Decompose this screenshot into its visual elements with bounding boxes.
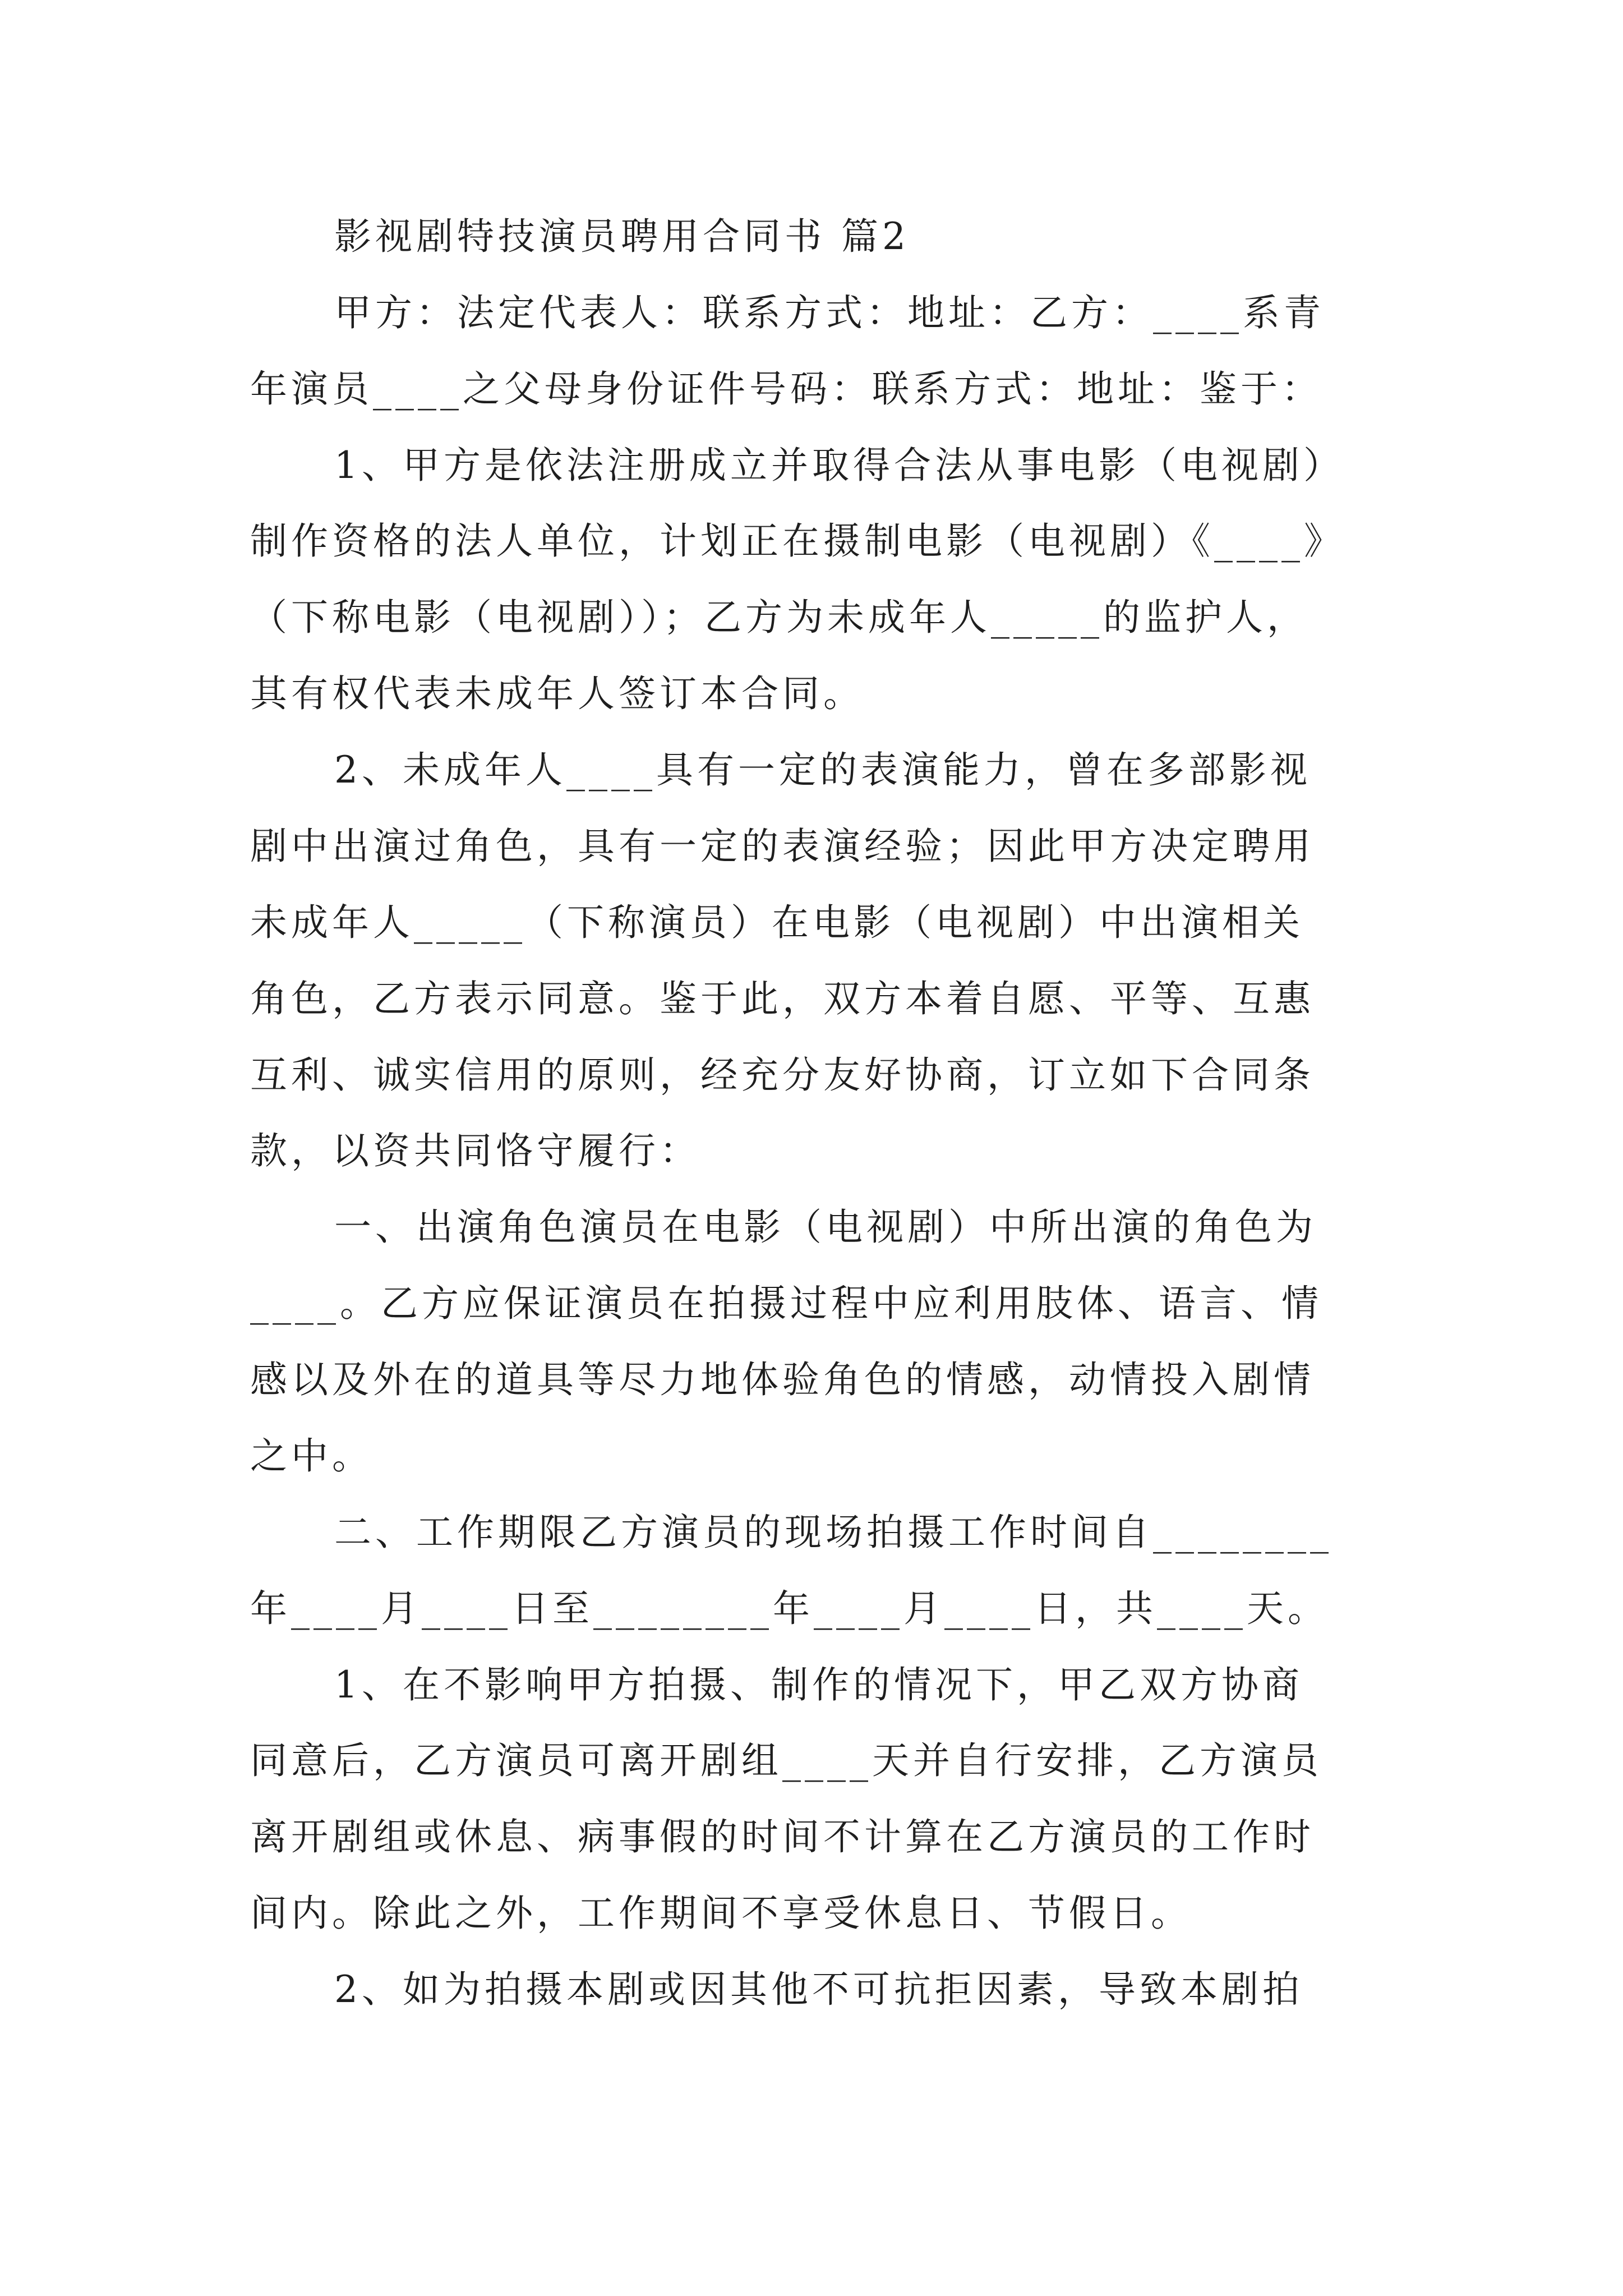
text-line: 一、出演角色演员在电影（电视剧）中所出演的角色为 (334, 1205, 1317, 1249)
document-title: 影视剧特技演员聘用合同书 篇2 (334, 215, 910, 258)
text-line: 同意后，乙方演员可离开剧组____天并自行安排，乙方演员 (250, 1739, 1322, 1782)
text-line: 二、工作期限乙方演员的现场拍摄工作时间自________ (334, 1511, 1332, 1554)
text-line: 离开剧组或休息、病事假的时间不计算在乙方演员的工作时 (250, 1815, 1315, 1858)
text-line: 剧中出演过角色，具有一定的表演经验；因此甲方决定聘用 (250, 825, 1315, 868)
text-line: 其有权代表未成年人签订本合同。 (250, 672, 864, 715)
text-line: 未成年人_____（下称演员）在电影（电视剧）中出演相关 (250, 901, 1304, 944)
text-line: 角色，乙方表示同意。鉴于此，双方本着自愿、平等、互惠 (250, 977, 1315, 1020)
text-line: 款，以资共同恪守履行： (250, 1129, 700, 1172)
text-line: 年演员____之父母身份证件号码：联系方式：地址：鉴于： (250, 367, 1322, 411)
text-line: 感以及外在的道具等尽力地体验角色的情感，动情投入剧情 (250, 1358, 1315, 1401)
text-line: （下称电影（电视剧））；乙方为未成年人_____的监护人， (250, 596, 1308, 639)
text-line: 制作资格的法人单位，计划正在摄制电影（电视剧）《____》 (250, 519, 1345, 563)
text-line: 1、甲方是依法注册成立并取得合法从事电影（电视剧） (334, 444, 1344, 487)
text-line: 甲方：法定代表人：联系方式：地址：乙方：____系青 (334, 291, 1325, 334)
text-line: 2、如为拍摄本剧或因其他不可抗拒因素，导致本剧拍 (334, 1968, 1303, 2011)
text-line: 之中。 (250, 1434, 373, 1478)
text-line: 互利、诚实信用的原则，经充分友好协商，订立如下合同条 (250, 1053, 1315, 1097)
text-line: 年____月____日至________年____月____日，共____天。 (250, 1587, 1329, 1630)
text-line: ____。乙方应保证演员在拍摄过程中应利用肢体、语言、情 (250, 1282, 1322, 1325)
text-line: 2、未成年人____具有一定的表演能力，曾在多部影视 (334, 748, 1311, 792)
text-line: 间内。除此之外，工作期间不享受休息日、节假日。 (250, 1892, 1192, 1935)
text-line: 1、在不影响甲方拍摄、制作的情况下，甲乙双方协商 (334, 1663, 1303, 1706)
